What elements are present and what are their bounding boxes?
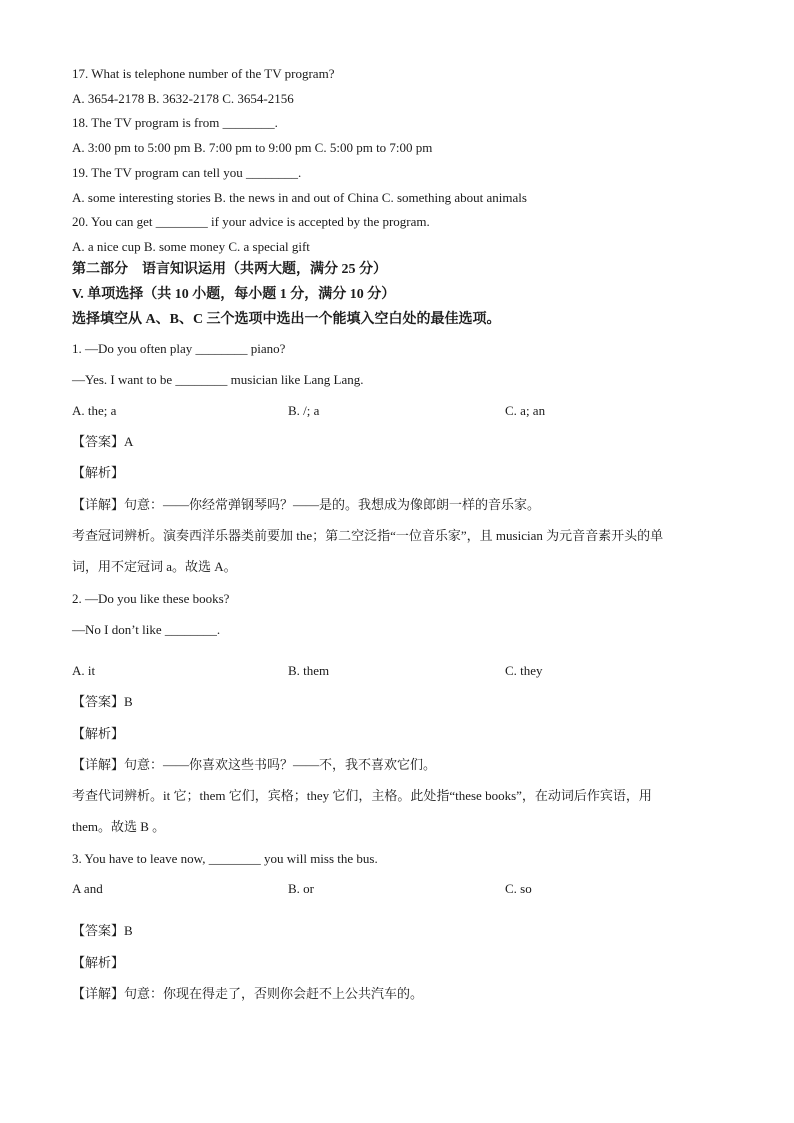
- item-2-detail: 【详解】句意：——你喜欢这些书吗？——不，我不喜欢它们。: [72, 757, 437, 772]
- item-3-option-b: B. or: [288, 881, 314, 896]
- item-1-option-b: B. /; a: [288, 403, 320, 418]
- item-3-line1: 3. You have to leave now, ________ you will miss the bus.: [72, 851, 378, 866]
- question-19-options: A. some interesting stories B. the news in and out of China C. something about animals: [72, 190, 527, 205]
- question-20: 20. You can get ________ if your advice is accepted by the program.: [72, 214, 430, 229]
- instructions: 选择填空从 A、B、C 三个选项中选出一个能填入空白处的最佳选项。: [72, 312, 501, 327]
- item-1-explain-1: 考查冠词辨析。演奏西洋乐器类前要加 the；第二空泛指“一位音乐家”，且 musician 为元音音素开头的单: [72, 528, 664, 543]
- item-2-analysis: 【解析】: [72, 726, 125, 741]
- item-1-detail: 【详解】句意：——你经常弹钢琴吗？——是的。我想成为像郎朗一样的音乐家。: [72, 497, 541, 512]
- item-1-line1: 1. —Do you often play ________ piano?: [72, 341, 286, 356]
- item-2-option-b: B. them: [288, 663, 330, 678]
- item-2-option-a: A. it: [72, 663, 96, 678]
- item-3-option-a: A and: [72, 881, 103, 896]
- item-2-explain-1: 考查代词辨析。it 它；them 它们，宾格；they 它们，主格。此处指“these books”，在动词后作宾语，用: [72, 788, 652, 803]
- item-2-line1: 2. —Do you like these books?: [72, 591, 230, 606]
- item-1-option-a: A. the; a: [72, 403, 117, 418]
- item-3-detail: 【详解】句意：你现在得走了，否则你会赶不上公共汽车的。: [72, 986, 424, 1001]
- item-1-explain-2: 词，用不定冠词 a。故选 A。: [72, 559, 237, 574]
- item-3-option-c: C. so: [505, 881, 532, 896]
- section5-heading: V. 单项选择（共 10 小题，每小题 1 分，满分 10 分）: [72, 287, 396, 302]
- item-2-answer: 【答案】B: [72, 694, 133, 709]
- item-1-line2: —Yes. I want to be ________ musician like Lang Lang.: [72, 372, 364, 387]
- question-17: 17. What is telephone number of the TV program?: [72, 66, 335, 81]
- question-18-options: A. 3:00 pm to 5:00 pm B. 7:00 pm to 9:00 pm C. 5:00 pm to 7:00 pm: [72, 140, 433, 155]
- item-2-explain-2: them。故选 B 。: [72, 819, 166, 834]
- question-17-options: A. 3654-2178 B. 3632-2178 C. 3654-2156: [72, 91, 294, 106]
- item-3-analysis: 【解析】: [72, 955, 125, 970]
- item-1-analysis: 【解析】: [72, 465, 125, 480]
- item-3-answer: 【答案】B: [72, 923, 133, 938]
- item-1-option-c: C. a; an: [505, 403, 546, 418]
- question-18: 18. The TV program is from ________.: [72, 115, 278, 130]
- item-2-line2: —No I don’t like ________.: [72, 622, 221, 637]
- question-19: 19. The TV program can tell you ________.: [72, 165, 302, 180]
- item-2-option-c: C. they: [505, 663, 543, 678]
- part2-heading: 第二部分 语言知识运用（共两大题，满分 25 分）: [72, 262, 387, 277]
- item-1-answer: 【答案】A: [72, 434, 134, 449]
- question-20-options: A. a nice cup B. some money C. a special gift: [72, 239, 310, 254]
